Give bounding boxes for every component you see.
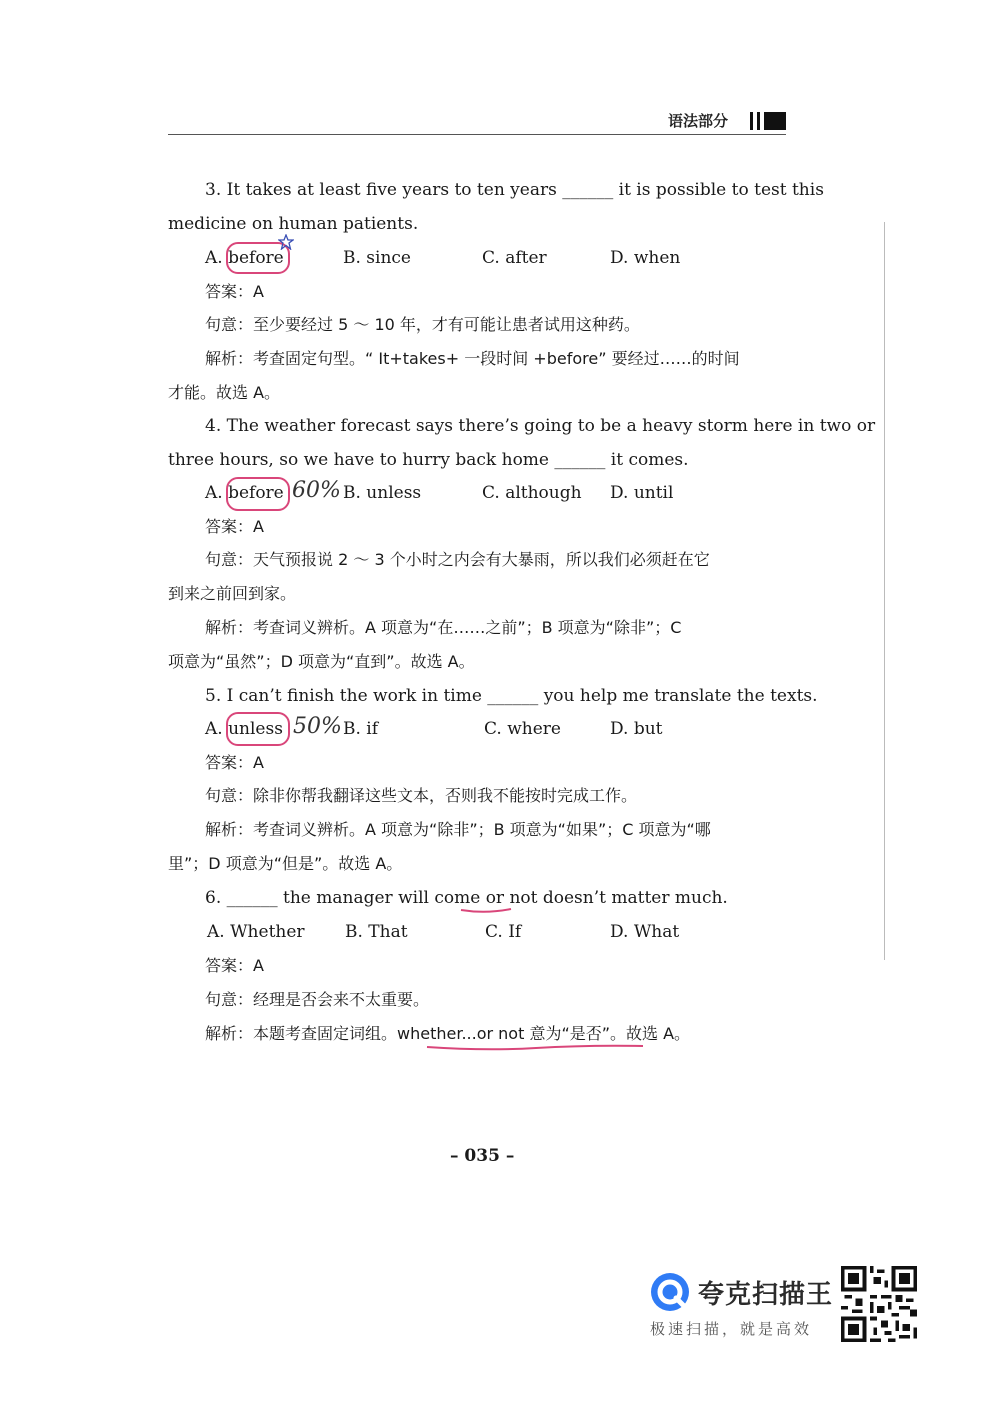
scanner-logo-icon xyxy=(648,1270,692,1314)
q4-meaning-line2: 到来之前回到家。 xyxy=(168,584,297,603)
scanner-slogan: 极速扫描，就是高效 xyxy=(650,1320,813,1338)
q5-handwritten-percent: 50% xyxy=(293,714,342,739)
q4-option-c: C. although xyxy=(482,483,582,503)
q5-analysis-line1: 解析：考查词义辨析。A 项意为“除非”；B 项意为“如果”；C 项意为“哪 xyxy=(205,820,711,839)
q6-answer: 答案：A xyxy=(205,956,264,975)
q5-answer-circle xyxy=(226,712,290,746)
page-number: – 035 – xyxy=(450,1146,515,1166)
q3-option-c: C. after xyxy=(482,248,547,268)
qr-code-icon xyxy=(838,1266,920,1342)
q4-option-d: D. until xyxy=(610,483,674,503)
star-mark-icon xyxy=(278,234,294,250)
q4-option-b: B. unless xyxy=(343,483,422,503)
q6-or-not-underline xyxy=(460,906,512,914)
q5-option-a: A. unless xyxy=(205,719,283,739)
q3-option-a: A. before xyxy=(205,248,284,268)
q3-option-b: B. since xyxy=(343,248,411,268)
q6-analysis-line1: 解析：本题考查固定词组。whether...or not 意为“是否”。故选 A。 xyxy=(205,1024,691,1043)
header-rule xyxy=(168,134,786,135)
q4-answer-circle xyxy=(226,477,290,511)
q4-stem-line1: 4. The weather forecast says there’s going to be a heavy storm here in two or xyxy=(205,416,876,436)
q6-option-c: C. If xyxy=(485,922,522,942)
q4-stem-line2: three hours, so we have to hurry back home ______ it comes. xyxy=(168,450,689,470)
q3-stem-line1: 3. It takes at least five years to ten years ______ it is possible to test this xyxy=(205,180,824,200)
q3-analysis-line1: 解析：考查固定句型。“ It+takes+ 一段时间 +before” 要经过……的时间 xyxy=(205,349,740,368)
q4-meaning-line1: 句意：天气预报说 2 ～ 3 个小时之内会有大暴雨，所以我们必须赶在它 xyxy=(205,550,710,569)
q5-analysis-line2: 里”；D 项意为“但是”。故选 A。 xyxy=(168,854,403,873)
q3-option-d: D. when xyxy=(610,248,681,268)
header-marker xyxy=(750,112,790,130)
q4-answer: 答案：A xyxy=(205,517,264,536)
q5-answer: 答案：A xyxy=(205,753,264,772)
q4-handwritten-percent: 60% xyxy=(292,478,341,503)
q3-stem-line2: medicine on human patients. xyxy=(168,214,419,234)
q6-meaning: 句意：经理是否会来不太重要。 xyxy=(205,990,430,1009)
scanner-app-name: 夸克扫描王 xyxy=(698,1280,834,1310)
q6-stem-line1: 6. ______ the manager will come or not doesn’t matter much. xyxy=(205,888,728,908)
q5-stem-line1: 5. I can’t finish the work in time ______ you help me translate the texts. xyxy=(205,686,818,706)
q5-meaning: 句意：除非你帮我翻译这些文本，否则我不能按时完成工作。 xyxy=(205,786,638,805)
scanner-watermark xyxy=(648,1270,838,1340)
q5-option-b: B. if xyxy=(343,719,379,739)
q4-analysis-line1: 解析：考查词义辨析。A 项意为“在……之前”；B 项意为“除非”；C xyxy=(205,618,682,637)
side-rule xyxy=(884,222,885,960)
q6-phrase-underline xyxy=(426,1042,644,1052)
q5-option-d: D. but xyxy=(610,719,663,739)
q3-analysis-line2: 才能。故选 A。 xyxy=(168,383,281,402)
q5-option-c: C. where xyxy=(484,719,561,739)
q3-answer: 答案：A xyxy=(205,282,264,301)
q6-option-b: B. That xyxy=(345,922,408,942)
q3-meaning: 句意：至少要经过 5 ～ 10 年，才有可能让患者试用这种药。 xyxy=(205,315,640,334)
section-title: 语法部分 xyxy=(668,112,729,130)
q6-option-d: D. What xyxy=(610,922,680,942)
q4-option-a: A. before xyxy=(205,483,284,503)
q6-option-a: A. Whether xyxy=(207,922,305,942)
q4-analysis-line2: 项意为“虽然”；D 项意为“直到”。故选 A。 xyxy=(168,652,475,671)
